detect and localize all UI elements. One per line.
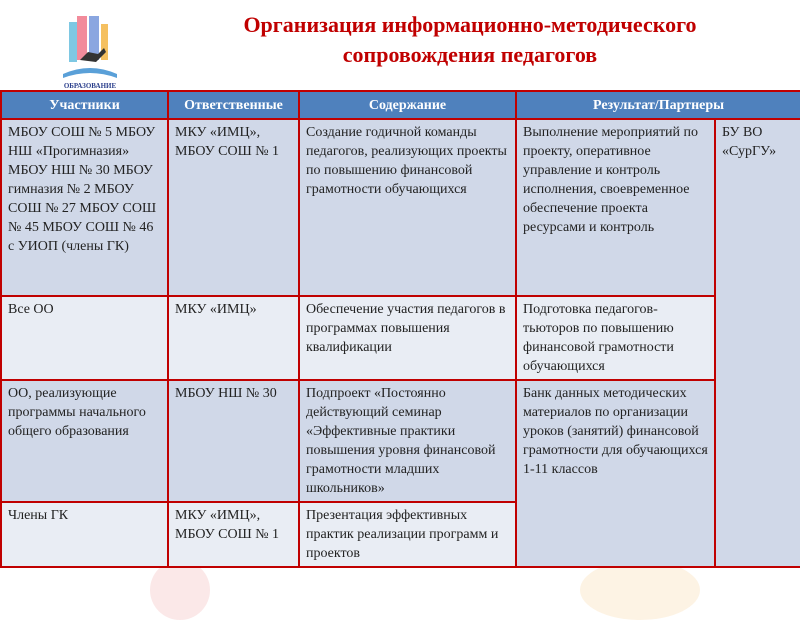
content-cell: Презентация эффективных практик реализации программ и проектов — [299, 502, 516, 567]
content-cell: Подпроект «Постоянно действующий семинар «Эффективные практики повышения уровня финансовой грамотности младших школьников» — [299, 380, 516, 502]
header-participants: Участники — [1, 91, 168, 119]
table-header — [1, 91, 800, 119]
partner-cell: БУ ВО «СурГУ» — [715, 119, 800, 567]
header-result: Результат/Партнеры — [516, 91, 800, 119]
participants-cell: МБОУ СОШ № 5 МБОУ НШ «Прогимназия» МБОУ НШ № 30 МБОУ гимназия № 2 МБОУ СОШ № 27 МБОУ СОШ № 45 МБОУ СОШ № 46 с УИОП (члены ГК) — [1, 119, 168, 296]
header-content: Содержание — [299, 91, 516, 119]
participants-cell: ОО, реализующие программы начального общего образования — [1, 380, 168, 502]
result-cell: Банк данных методических материалов по организации уроков (занятий) финансовой грамотности для обучающихся 1-11 классов — [516, 380, 715, 567]
result-cell: Подготовка педагогов-тьюторов по повышению финансовой грамотности обучающихся — [516, 296, 715, 380]
title-line: Организация информационно-методического — [243, 12, 697, 37]
decoration — [150, 560, 210, 620]
responsible-cell: МКУ «ИМЦ», МБОУ СОШ № 1 — [168, 119, 299, 296]
content-cell: Создание годичной команды педагогов, реализующих проекты по повышению финансовой грамотности обучающихся — [299, 119, 516, 296]
table-row — [1, 380, 800, 502]
education-logo — [55, 12, 125, 92]
project-table — [0, 90, 800, 568]
logo-text: ОБРАЗОВАНИЕ — [63, 82, 117, 90]
participants-cell: Члены ГК — [1, 502, 168, 567]
responsible-cell: МКУ «ИМЦ», МБОУ СОШ № 1 — [168, 502, 299, 567]
participants-cell: Все ОО — [1, 296, 168, 380]
responsible-cell: МБОУ НШ № 30 — [168, 380, 299, 502]
page-title — [180, 10, 760, 70]
result-cell: Выполнение мероприятий по проекту, оперативное управление и контроль исполнения, своевременное обеспечение проекта ресурсами и контроль — [516, 119, 715, 296]
title-line: сопровождения педагогов — [342, 42, 598, 67]
decoration — [580, 560, 700, 620]
header-responsible: Ответственные — [168, 91, 299, 119]
table-row — [1, 296, 800, 380]
responsible-cell: МКУ «ИМЦ» — [168, 296, 299, 380]
table-row — [1, 119, 800, 296]
content-cell: Обеспечение участия педагогов в программах повышения квалификации — [299, 296, 516, 380]
